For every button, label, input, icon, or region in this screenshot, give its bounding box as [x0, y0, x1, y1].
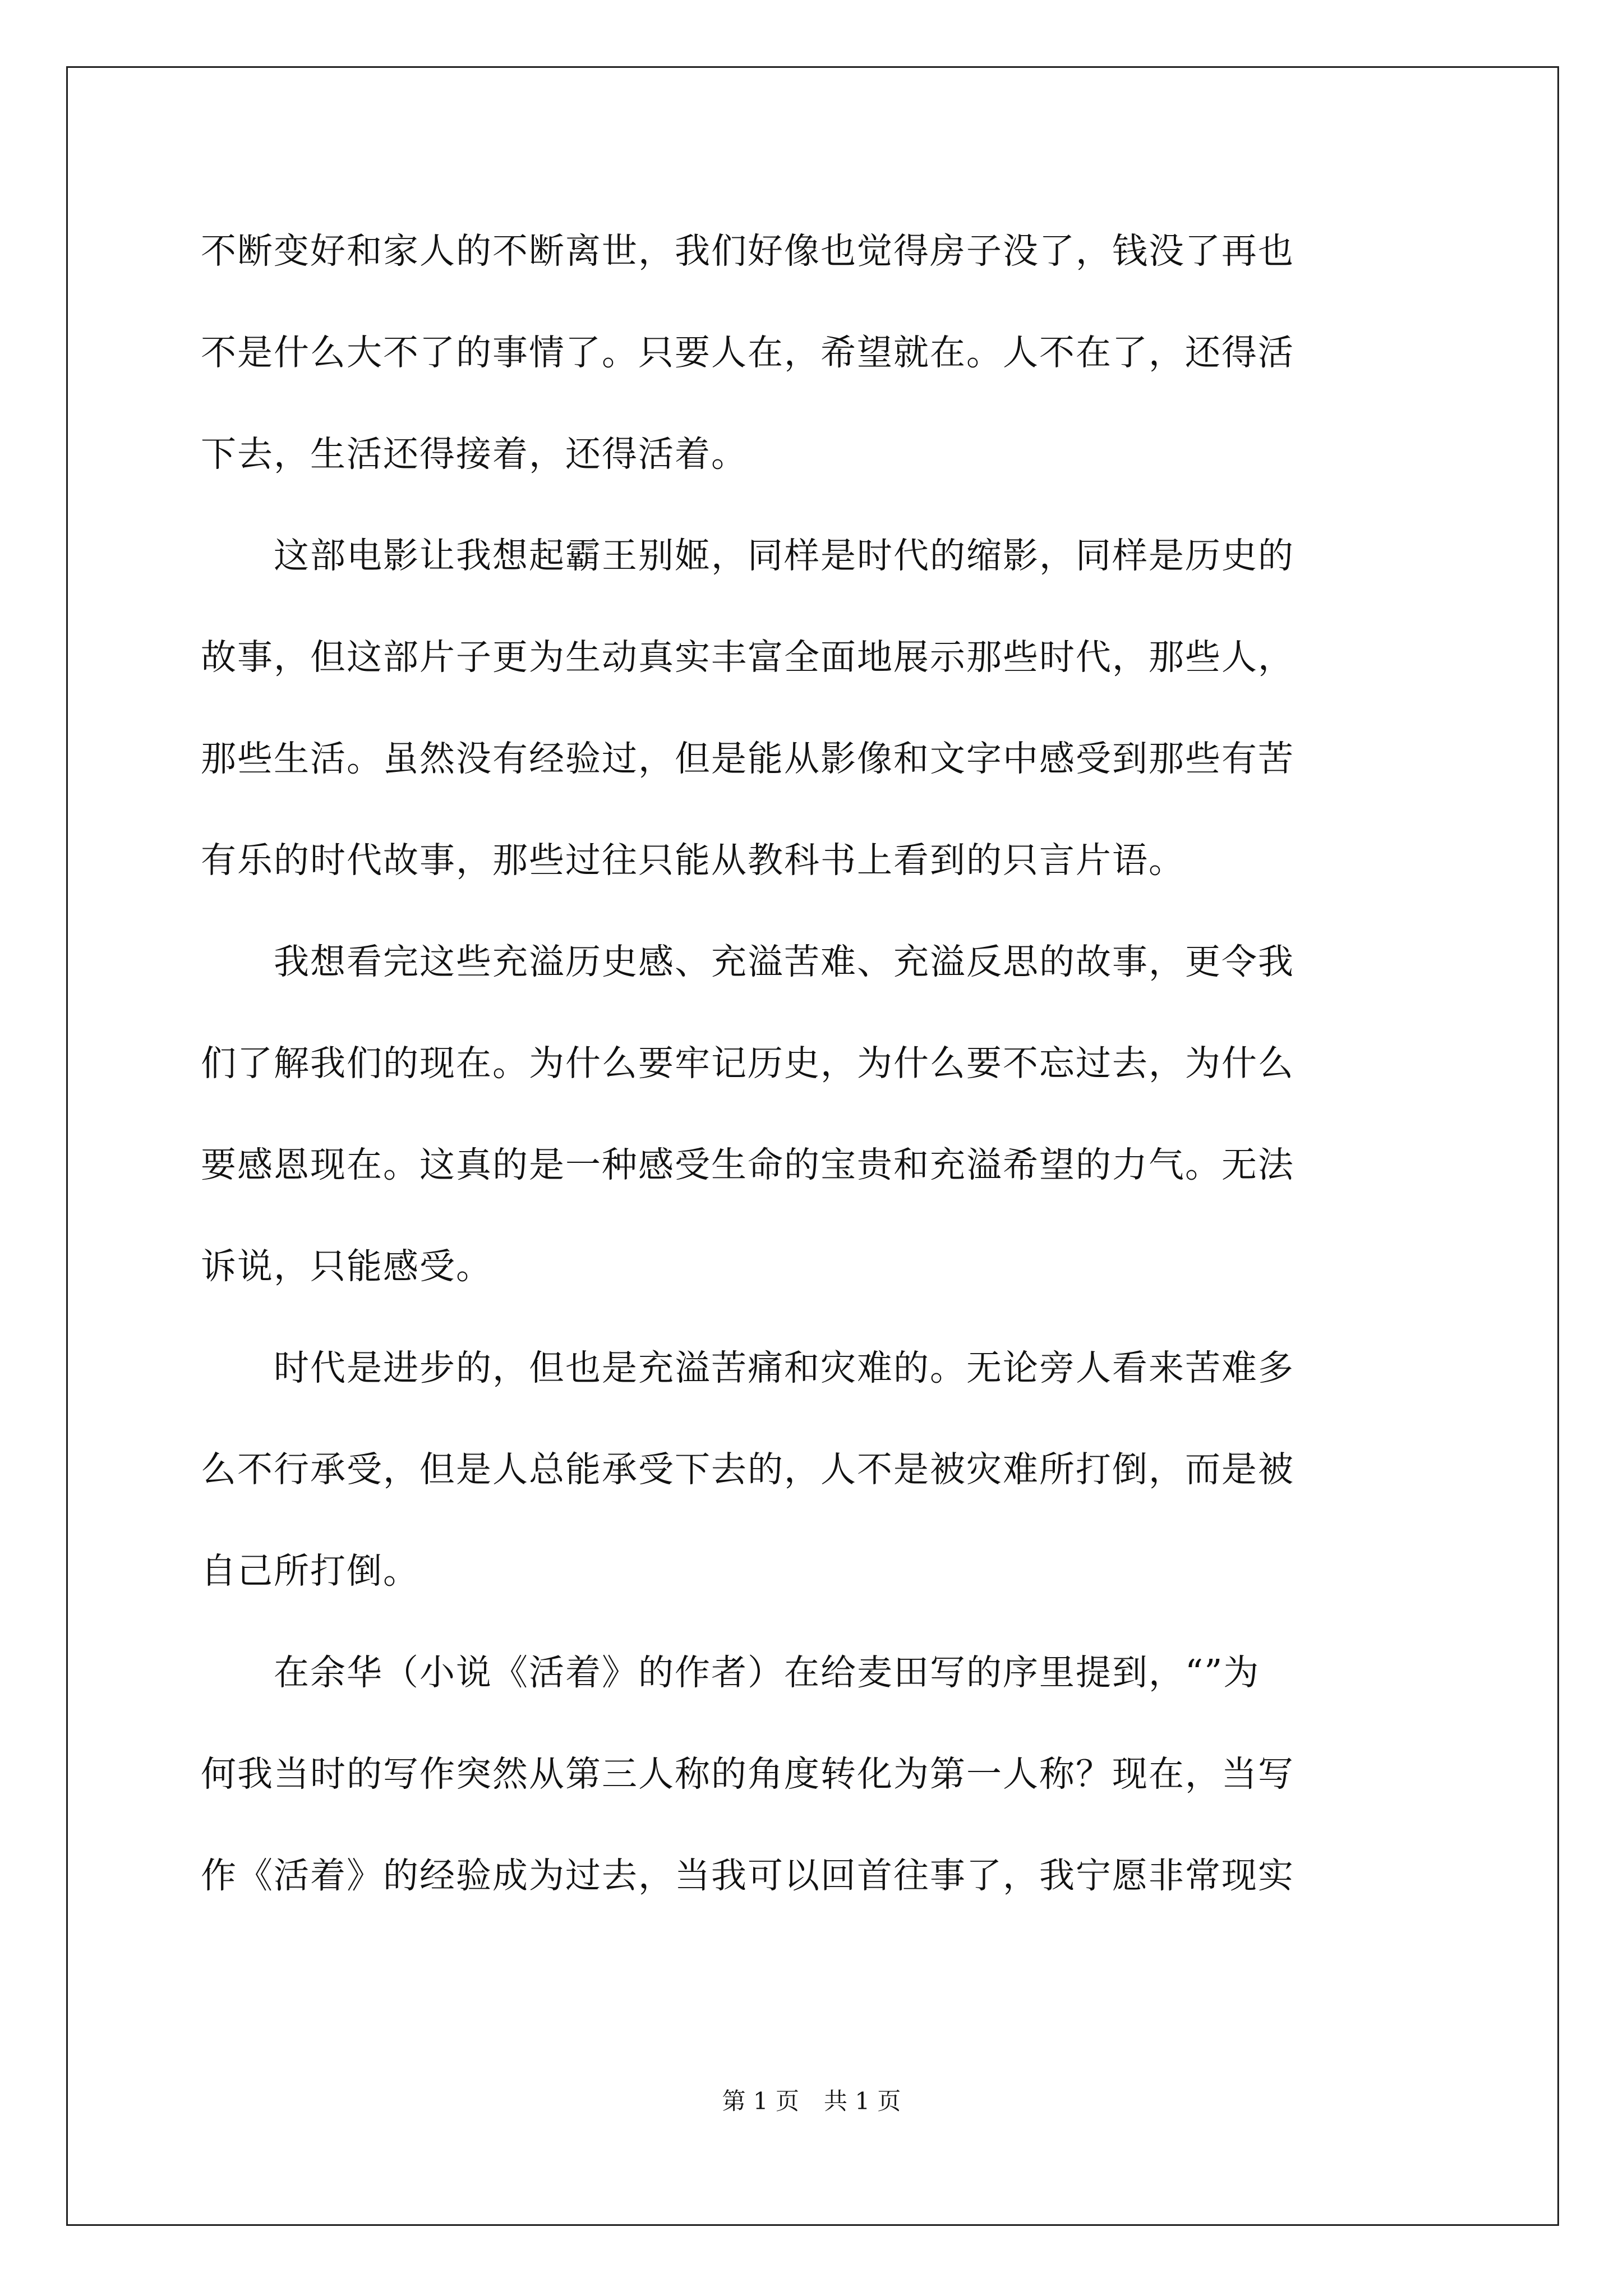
text-line: 在余华（小说《活着》的作者）在给麦田写的序里提到，“”为: [201, 1652, 1260, 1693]
text-line: 们了解我们的现在。为什么要牢记历史，为什么要不忘过去，为什么: [201, 1043, 1294, 1084]
page-number: 第 1 页: [722, 2087, 799, 2115]
text-line: 要感恩现在。这真的是一种感受生命的宝贵和充溢希望的力气。无法: [201, 1144, 1294, 1185]
text-line: 那些生活。虽然没有经验过，但是能从影像和文字中感受到那些有苦: [201, 738, 1294, 779]
text-line: 时代是进步的，但也是充溢苦痛和灾难的。无论旁人看来苦难多: [201, 1347, 1294, 1388]
text-line: 不是什么大不了的事情了。只要人在，希望就在。人不在了，还得活: [201, 332, 1294, 373]
text-line: 何我当时的写作突然从第三人称的角度转化为第一人称？现在，当写: [201, 1754, 1294, 1795]
text-line: 故事，但这部片子更为生动真实丰富全面地展示那些时代，那些人，: [201, 637, 1294, 678]
text-line: 么不行承受，但是人总能承受下去的，人不是被灾难所打倒，而是被: [201, 1449, 1294, 1490]
text-line: 下去，生活还得接着，还得活着。: [201, 434, 748, 475]
text-line: 这部电影让我想起霸王别姬，同样是时代的缩影，同样是历史的: [201, 535, 1294, 576]
text-line: 我想看完这些充溢历史感、充溢苦难、充溢反思的故事，更令我: [201, 941, 1294, 982]
text-line: 不断变好和家人的不断离世，我们好像也觉得房子没了，钱没了再也: [201, 231, 1294, 272]
text-line: 有乐的时代故事，那些过往只能从教科书上看到的只言片语。: [201, 840, 1185, 881]
page-footer: [0, 2086, 1623, 2117]
text-line: 作《活着》的经验成为过去，当我可以回首往事了，我宁愿非常现实: [201, 1855, 1294, 1896]
text-line: 诉说，只能感受。: [201, 1246, 492, 1287]
text-line: 自己所打倒。: [201, 1550, 419, 1591]
page-total: 共 1 页: [824, 2087, 901, 2115]
